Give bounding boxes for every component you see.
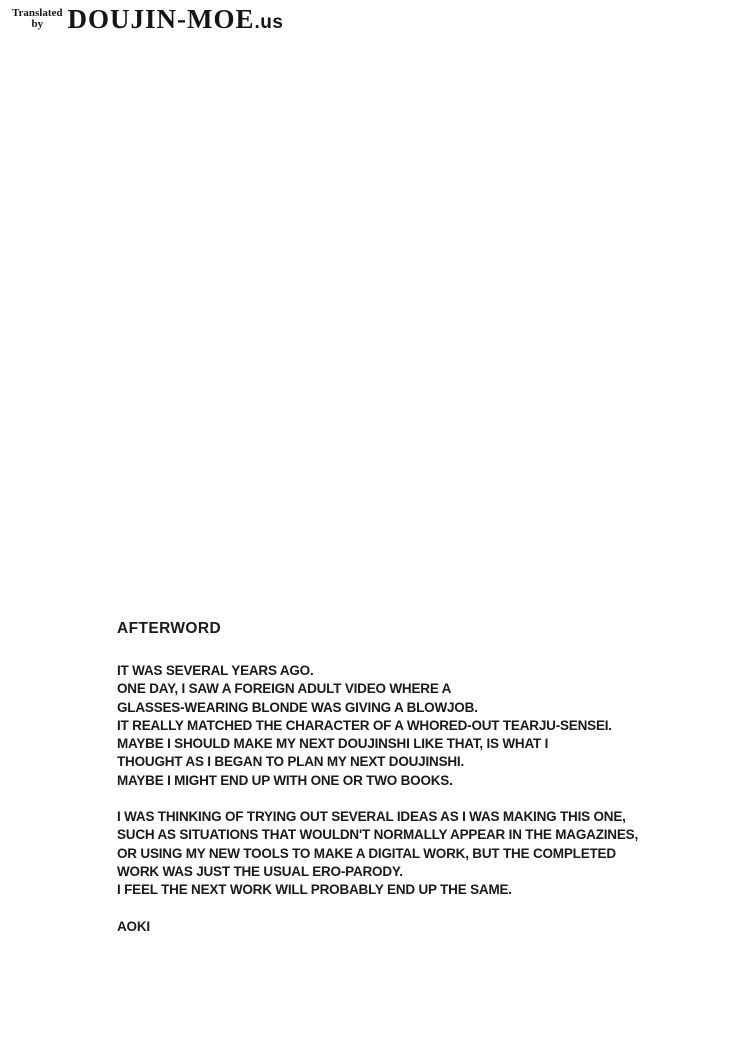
text-line: I FEEL THE NEXT WORK WILL PROBABLY END UP THE SAME. — [117, 882, 512, 898]
logo-suffix: .us — [254, 12, 284, 33]
text-line: THOUGHT AS I BEGAN TO PLAN MY NEXT DOUJINSHI. — [117, 754, 465, 770]
text-line: MAYBE I SHOULD MAKE MY NEXT DOUJINSHI LIKE THAT, IS WHAT I — [117, 736, 549, 752]
text-line: SUCH AS SITUATIONS THAT WOULDN'T NORMALLY APPEAR IN THE MAGAZINES, — [117, 827, 639, 843]
text-line: MAYBE I MIGHT END UP WITH ONE OR TWO BOOKS. — [117, 772, 453, 788]
text-line: IT WAS SEVERAL YEARS AGO. — [117, 663, 314, 678]
doujin-moe-logo — [68, 5, 284, 34]
author-signature: AOKI — [117, 918, 150, 934]
translated-by-label — [12, 5, 63, 30]
text-line: OR USING MY NEW TOOLS TO MAKE A DIGITAL WORK, BUT THE COMPLETED — [117, 845, 616, 861]
text-line: GLASSES-WEARING BLONDE WAS GIVING A BLOWJOB. — [117, 699, 478, 715]
text-line: I WAS THINKING OF TRYING OUT SEVERAL IDEAS AS I WAS MAKING THIS ONE, — [117, 809, 626, 825]
translator-watermark — [12, 5, 283, 34]
afterword-paragraph-2 — [117, 808, 638, 899]
text-line: ONE DAY, I SAW A FOREIGN ADULT VIDEO WHERE A — [117, 681, 452, 697]
translated-by-line2: by — [31, 18, 44, 30]
text-line: WORK WAS JUST THE USUAL ERO-PARODY. — [117, 863, 403, 879]
translated-by-line1: Translated — [12, 7, 63, 19]
text-line: IT REALLY MATCHED THE CHARACTER OF A WHORED-OUT TEARJU-SENSEI. — [117, 717, 612, 733]
logo-text: DOUJIN-MOE — [67, 4, 255, 34]
afterword-paragraph-1 — [117, 662, 638, 790]
afterword-block — [117, 620, 638, 936]
afterword-heading: AFTERWORD — [117, 620, 222, 637]
